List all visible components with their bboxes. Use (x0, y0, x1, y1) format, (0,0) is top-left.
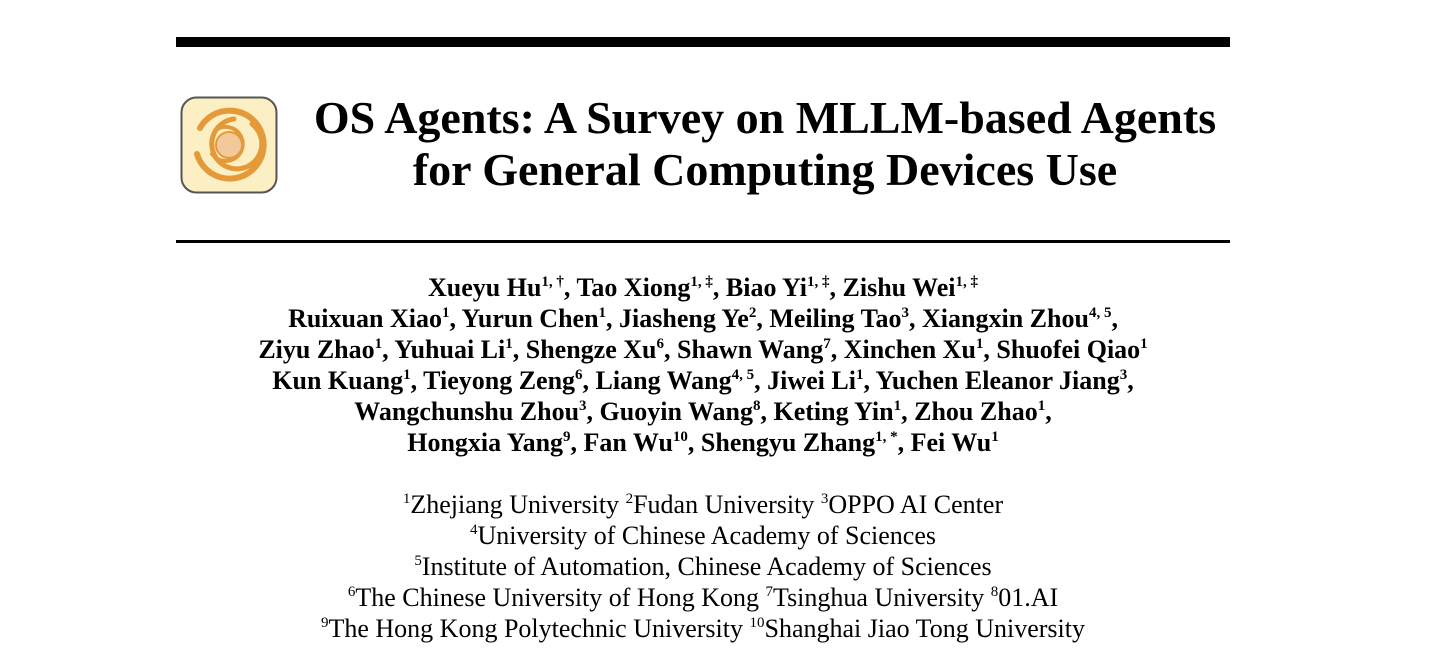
affiliation-name: Zhejiang University (410, 490, 626, 519)
author-separator: , (1045, 397, 1052, 426)
author-affiliation-mark: 1 (975, 336, 984, 352)
author-name: Liang Wang (595, 366, 732, 395)
affiliation-name: The Hong Kong Polytechnic University (328, 614, 750, 643)
author-separator: , (512, 335, 526, 364)
author-name: Keting Yin (773, 397, 894, 426)
author-affiliation-mark: 4, 5 (1088, 305, 1112, 321)
affiliation-name: University of Chinese Academy of Sciences (477, 521, 936, 550)
affiliation-line (176, 613, 1230, 644)
affiliation-number: 2 (625, 491, 634, 507)
author-affiliation-mark: 9 (563, 429, 571, 445)
author-line (176, 334, 1230, 365)
author-name: Yuhuai Li (394, 335, 506, 364)
author-separator: , (606, 304, 620, 333)
author-name: Shengyu Zhang (700, 428, 876, 457)
author-name: Xinchen Xu (843, 335, 976, 364)
author-separator: , (760, 397, 774, 426)
affiliation-number: 6 (347, 584, 356, 600)
author-affiliation-mark: 1, ‡ (807, 274, 830, 290)
author-separator: , (1127, 366, 1134, 395)
author-separator: , (901, 397, 915, 426)
author-affiliation-mark: 1 (441, 305, 450, 321)
author-separator: , (586, 397, 600, 426)
author-separator: , (983, 335, 997, 364)
author-affiliation-mark: 1 (1140, 336, 1148, 352)
author-separator: , (449, 304, 462, 333)
author-line (176, 396, 1230, 427)
author-line (176, 427, 1230, 458)
author-affiliation-mark: 1 (991, 429, 999, 445)
author-separator: , (863, 366, 876, 395)
author-affiliation-mark: 1 (855, 367, 864, 383)
author-affiliation-mark: 1 (1037, 398, 1046, 414)
author-affiliation-mark: 8 (752, 398, 761, 414)
author-affiliation-mark: 2 (748, 305, 757, 321)
author-affiliation-mark: 7 (823, 336, 831, 352)
author-separator: , (410, 366, 424, 395)
title-line-2: for General Computing Devices Use (412, 144, 1118, 195)
author-name: Xueyu Hu (428, 273, 542, 302)
author-separator: , (830, 335, 844, 364)
affiliation-name: Fudan University (633, 490, 821, 519)
affiliation-number: 7 (765, 584, 773, 600)
author-separator: , (382, 335, 395, 364)
affiliation-name: OPPO AI Center (828, 490, 1004, 519)
affiliation-number: 4 (470, 522, 478, 538)
author-separator: , (570, 428, 584, 457)
author-name: Yuchen Eleanor Jiang (875, 366, 1120, 395)
author-name: Shengze Xu (525, 335, 657, 364)
author-name: Jiwei Li (767, 366, 856, 395)
affiliation-line (176, 489, 1230, 520)
affiliation-line (176, 520, 1230, 551)
author-separator: , (754, 366, 768, 395)
author-affiliation-mark: 1 (374, 336, 383, 352)
affiliation-name: 01.AI (998, 583, 1059, 612)
affiliation-number: 3 (820, 491, 829, 507)
author-name: Xiangxin Zhou (922, 304, 1089, 333)
author-separator: , (687, 428, 701, 457)
author-separator: , (664, 335, 677, 364)
author-affiliation-mark: 1, † (541, 274, 564, 290)
author-line (176, 303, 1230, 334)
affiliation-line (176, 551, 1230, 582)
title-line-1: OS Agents: A Survey on MLLM-based Agents (313, 92, 1217, 143)
author-separator: , (563, 273, 577, 302)
affiliation-line (176, 582, 1230, 613)
author-name: Tieyong Zeng (423, 366, 576, 395)
author-affiliation-mark: 3 (901, 305, 910, 321)
author-name: Zishu Wei (842, 273, 956, 302)
author-affiliation-mark: 1, ‡ (955, 274, 978, 290)
affiliation-number: 5 (414, 553, 422, 569)
affiliation-name: Shanghai Jiao Tong University (764, 614, 1085, 643)
author-line (176, 272, 1230, 303)
author-name: Ruixuan Xiao (288, 304, 442, 333)
author-separator: , (712, 273, 726, 302)
author-name: Jiasheng Ye (619, 304, 749, 333)
paper-title (300, 92, 1230, 196)
affiliation-name: Tsinghua University (773, 583, 991, 612)
author-line (176, 365, 1230, 396)
affiliation-number: 8 (990, 584, 999, 600)
author-affiliation-mark: 6 (656, 336, 664, 352)
author-name: Shuofei Qiao (996, 335, 1141, 364)
author-name: Tao Xiong (576, 273, 691, 302)
author-name: Fei Wu (910, 428, 992, 457)
author-affiliation-mark: 1 (893, 398, 902, 414)
author-separator: , (582, 366, 596, 395)
top-rule (176, 37, 1230, 47)
author-separator: , (897, 428, 911, 457)
author-name: Meiling Tao (769, 304, 902, 333)
author-name: Zhou Zhao (914, 397, 1038, 426)
author-separator: , (1111, 304, 1118, 333)
author-affiliation-mark: 1 (403, 367, 411, 383)
author-name: Ziyu Zhao (258, 335, 375, 364)
author-separator: , (756, 304, 770, 333)
author-name: Wangchunshu Zhou (354, 397, 580, 426)
author-affiliation-mark: 6 (575, 367, 583, 383)
author-affiliation-mark: 1 (598, 305, 607, 321)
affiliation-list (176, 489, 1230, 644)
affiliation-number: 9 (320, 615, 329, 631)
author-list (176, 272, 1230, 458)
author-affiliation-mark: 10 (672, 429, 688, 445)
title-rule (176, 240, 1230, 243)
author-separator: , (909, 304, 923, 333)
author-name: Biao Yi (725, 273, 808, 302)
affiliation-name: Institute of Automation, Chinese Academy of Sciences (421, 552, 992, 581)
author-affiliation-mark: 1, ‡ (690, 274, 713, 290)
author-name: Yurun Chen (461, 304, 599, 333)
author-name: Fan Wu (583, 428, 673, 457)
author-affiliation-mark: 4, 5 (731, 367, 755, 383)
author-separator: , (829, 273, 843, 302)
author-name: Hongxia Yang (407, 428, 564, 457)
author-affiliation-mark: 1 (505, 336, 513, 352)
os-agents-logo-icon (180, 96, 278, 194)
affiliation-number: 10 (749, 615, 765, 631)
affiliation-name: The Chinese University of Hong Kong (355, 583, 766, 612)
author-affiliation-mark: 3 (1119, 367, 1128, 383)
author-name: Kun Kuang (272, 366, 404, 395)
author-affiliation-mark: 1, * (875, 429, 898, 445)
author-affiliation-mark: 3 (579, 398, 587, 414)
affiliation-number: 1 (402, 491, 411, 507)
author-name: Shawn Wang (677, 335, 824, 364)
author-name: Guoyin Wang (599, 397, 753, 426)
